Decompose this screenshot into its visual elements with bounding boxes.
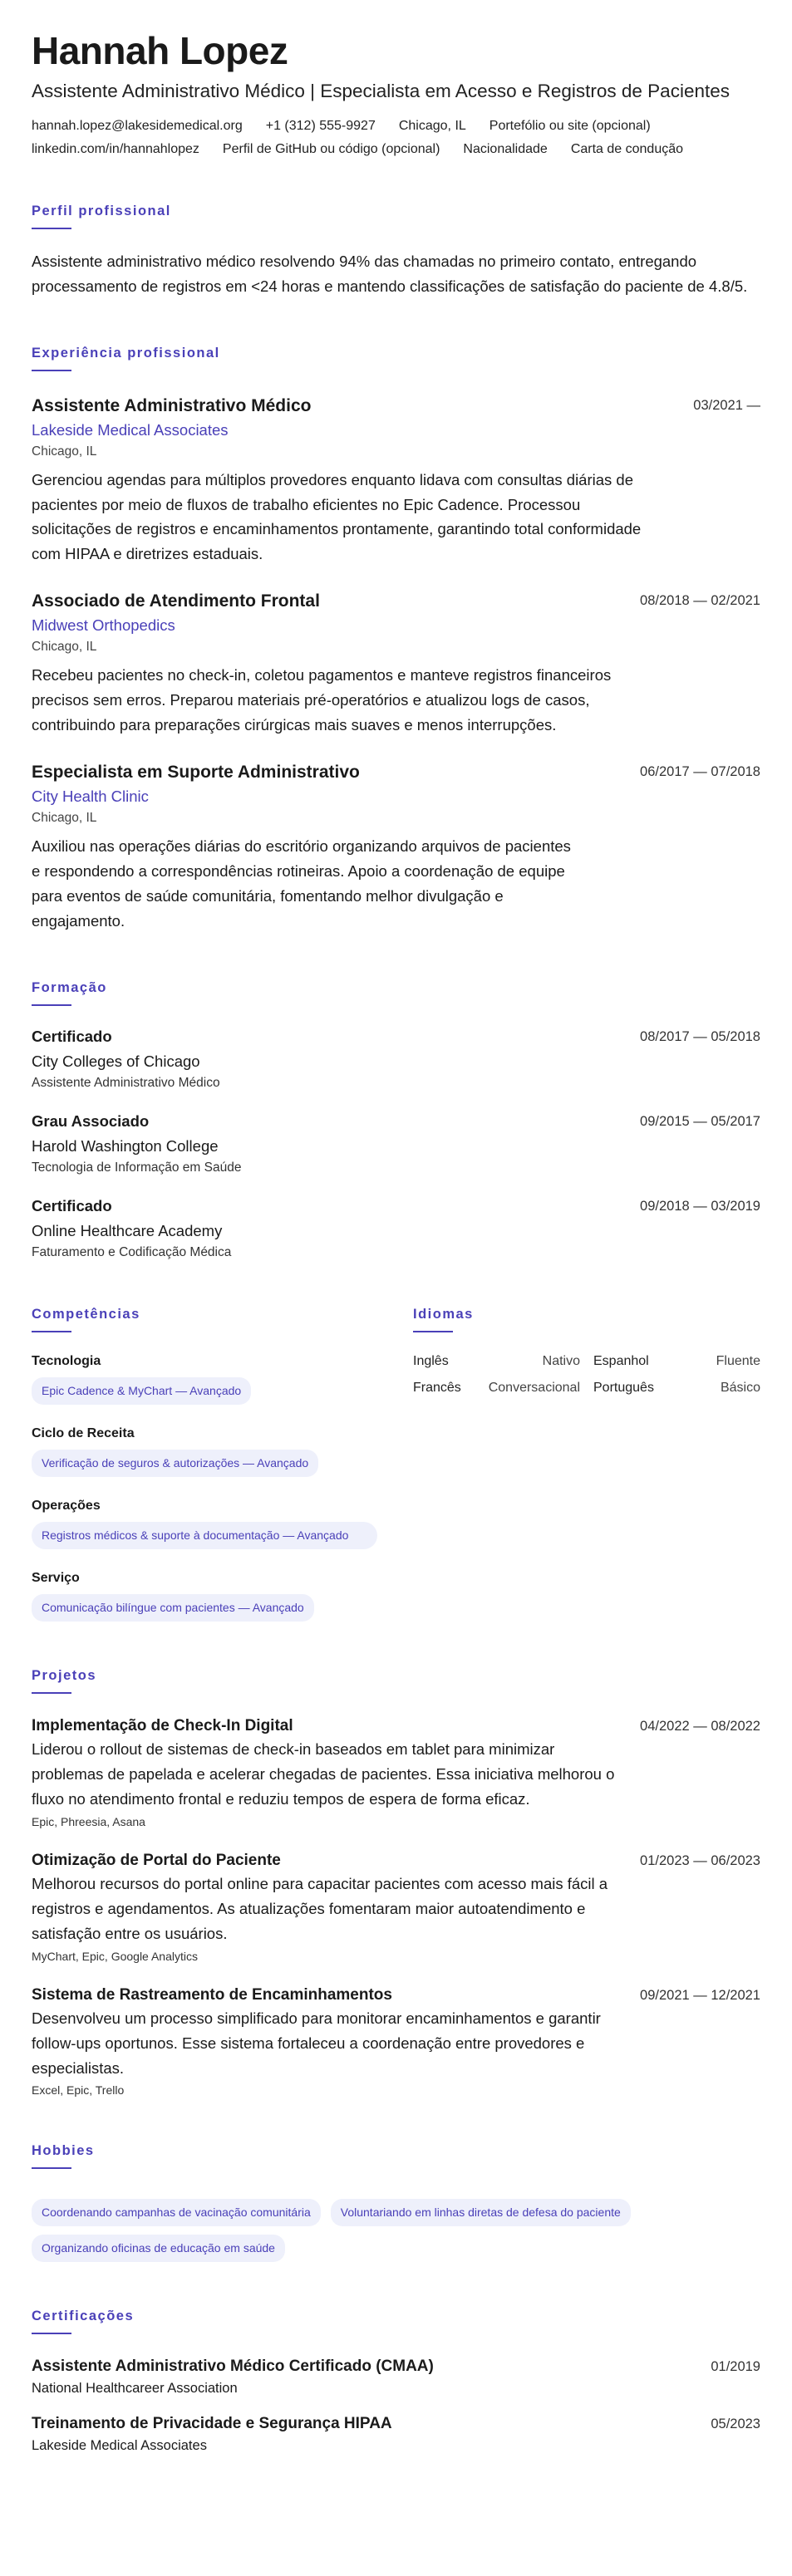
language-item	[593, 1381, 760, 1396]
job-title: Assistente Administrativo Médico	[32, 395, 312, 415]
job-location: Chicago, IL	[32, 811, 97, 826]
project-description: Melhorou recursos do portal online para capacitar pacientes com acesso mais fácil a registros e agendamentos. As atualizações fomentaram maior autoatendimento e satisfação entre os usuários.	[32, 1874, 608, 1942]
projects-section	[32, 1668, 760, 2098]
section-divider	[32, 2333, 71, 2334]
field-of-study: Faturamento e Codificação Médica	[32, 1245, 232, 1260]
education-section	[32, 980, 760, 1260]
language-level: Conversacional	[488, 1381, 580, 1396]
language-name: Português	[593, 1381, 654, 1396]
candidate-title: Assistente Administrativo Médico | Especialista em Acesso e Registros de Pacientes	[32, 80, 730, 101]
school-name: Harold Washington College	[32, 1137, 219, 1156]
hobby-chip: Organizando oficinas de educação em saúde	[32, 2235, 285, 2262]
language-level: Fluente	[716, 1354, 760, 1369]
project-description: Liderou o rollout de sistemas de check-in baseados em tablet para minimizar problemas de papelada e acelerar chegadas de pacientes. Essa iniciativa melhorou o fluxo no atendimento frontal e reduziu tempos de espera de forma eficaz.	[32, 1739, 615, 1808]
skill-chip: Registros médicos & suporte à documentação — Avançado	[32, 1522, 377, 1549]
skills-languages-row	[32, 1307, 760, 1622]
school-name: City Colleges of Chicago	[32, 1052, 200, 1071]
degree: Certificado	[32, 1197, 112, 1215]
skill-chip: Verificação de seguros & autorizações — Avançado	[32, 1450, 318, 1477]
languages-grid	[413, 1354, 760, 1396]
company-name[interactable]: Midwest Orthopedics	[32, 616, 175, 635]
language-name: Francês	[413, 1381, 461, 1396]
hobbies-list	[32, 2191, 760, 2262]
job-dates: 08/2018 — 02/2021	[640, 593, 760, 609]
contact-portfolio[interactable]: Portefólio ou site (opcional)	[489, 118, 651, 133]
skills-section	[32, 1307, 377, 1622]
certification-name: Assistente Administrativo Médico Certificado (CMAA)	[32, 2358, 434, 2376]
project-technologies: Epic, Phreesia, Asana	[32, 1814, 145, 1828]
education-item	[32, 1028, 760, 1091]
experience-item	[32, 396, 760, 567]
contact-github[interactable]: Perfil de GitHub ou código (opcional)	[222, 141, 440, 156]
project-dates: 04/2022 — 08/2022	[640, 1718, 760, 1734]
contact-location: Chicago, IL	[398, 118, 466, 133]
experience-section	[32, 346, 760, 935]
section-heading: Competências	[32, 1307, 140, 1322]
certification-issuer: National Healthcareer Association	[32, 2381, 238, 2397]
project-dates: 01/2023 — 06/2023	[640, 1852, 760, 1868]
skill-category: Operações	[32, 1498, 101, 1513]
skill-category: Serviço	[32, 1570, 80, 1585]
certification-date: 01/2019	[711, 2359, 760, 2375]
candidate-name: Hannah Lopez	[32, 29, 288, 72]
section-divider	[32, 1004, 71, 1006]
certification-date: 05/2023	[711, 2417, 760, 2432]
language-item	[413, 1381, 580, 1396]
project-title: Otimização de Portal do Paciente	[32, 1851, 281, 1869]
section-heading: Experiência profissional	[32, 345, 220, 361]
project-title: Sistema de Rastreamento de Encaminhamentos	[32, 1985, 392, 2004]
job-description: Recebeu pacientes no check-in, coletou pagamentos e manteve registros financeiros precisos sem erros. Preparou materiais pré-operatórios e atualizou logs de casos, contribuindo para preparações cirúrgicas mais suaves e menos interrupções.	[32, 666, 612, 734]
job-dates: 03/2021 —	[693, 397, 760, 413]
contact-nationality: Nacionalidade	[463, 141, 548, 156]
skill-group	[32, 1354, 377, 1405]
skill-category: Ciclo de Receita	[32, 1426, 135, 1441]
section-heading: Formação	[32, 980, 107, 996]
project-technologies: Excel, Epic, Trello	[32, 2083, 125, 2098]
section-divider	[32, 1331, 71, 1332]
resume-header	[32, 30, 760, 157]
skill-group	[32, 1426, 377, 1477]
language-level: Nativo	[542, 1354, 580, 1369]
job-dates: 06/2017 — 07/2018	[640, 764, 760, 780]
section-divider	[413, 1331, 453, 1332]
hobbies-section	[32, 2143, 760, 2262]
education-item	[32, 1112, 760, 1175]
job-description: Auxiliou nas operações diárias do escritório organizando arquivos de pacientes e respondendo a correspondências rotineiras. Apoio a coordenação de equipe para eventos de saúde comunitária, fomentando melhor divulgação e engajamento.	[32, 837, 571, 930]
job-title: Associado de Atendimento Frontal	[32, 591, 320, 611]
skill-category: Tecnologia	[32, 1354, 101, 1369]
certification-item	[32, 2415, 760, 2454]
project-item	[32, 1717, 760, 1828]
language-item	[413, 1354, 580, 1369]
education-dates: 08/2017 — 05/2018	[640, 1029, 760, 1045]
section-divider	[32, 370, 71, 371]
section-heading: Perfil profissional	[32, 203, 171, 218]
languages-section	[413, 1307, 760, 1622]
experience-item	[32, 591, 760, 738]
experience-item	[32, 763, 760, 934]
certification-item	[32, 2358, 760, 2397]
job-description: Gerenciou agendas para múltiplos provedores enquanto lidava com consultas diárias de pacientes por meio de fluxos de trabalho eficientes no Epic Cadence. Processou solicitações de registros e encaminhamentos prontamente, garantindo total conformidade com HIPAA e diretrizes estaduais.	[32, 470, 642, 563]
summary-text: Assistente administrativo médico resolvendo 94% das chamadas no primeiro contato, entregando processamento de registros em <24 horas e mantendo classificações de satisfação do paciente de 4.8/5.	[32, 252, 748, 295]
project-item	[32, 1986, 760, 2098]
section-divider	[32, 1692, 71, 1694]
job-title: Especialista em Suporte Administrativo	[32, 763, 360, 783]
hobby-chip: Coordenando campanhas de vacinação comunitária	[32, 2199, 321, 2226]
skill-group	[32, 1499, 377, 1549]
contact-linkedin[interactable]: linkedin.com/in/hannahlopez	[32, 141, 199, 156]
contact-info	[32, 119, 760, 157]
section-heading: Projetos	[32, 1667, 97, 1683]
job-location: Chicago, IL	[32, 444, 97, 459]
project-title: Implementação de Check-In Digital	[32, 1716, 293, 1735]
skill-chip: Comunicação bilíngue com pacientes — Avançado	[32, 1594, 314, 1622]
project-technologies: MyChart, Epic, Google Analytics	[32, 1949, 198, 1963]
section-heading: Hobbies	[32, 2143, 95, 2159]
contact-license: Carta de condução	[570, 141, 684, 156]
education-item	[32, 1197, 760, 1260]
section-heading: Certificações	[32, 2309, 135, 2324]
degree: Grau Associado	[32, 1112, 150, 1131]
project-item	[32, 1852, 760, 1963]
summary-section	[32, 204, 760, 299]
section-divider	[32, 2167, 71, 2169]
hobby-chip: Voluntariando em linhas diretas de defesa do paciente	[331, 2199, 631, 2226]
language-level: Básico	[720, 1381, 760, 1396]
contact-phone[interactable]: +1 (312) 555-9927	[265, 118, 376, 133]
language-name: Inglês	[413, 1354, 449, 1369]
company-name[interactable]: City Health Clinic	[32, 788, 149, 806]
company-name[interactable]: Lakeside Medical Associates	[32, 420, 229, 439]
language-name: Espanhol	[593, 1354, 649, 1369]
contact-email[interactable]: hannah.lopez@lakesidemedical.org	[32, 118, 243, 133]
certifications-section	[32, 2309, 760, 2454]
field-of-study: Tecnologia de Informação em Saúde	[32, 1160, 242, 1175]
degree: Certificado	[32, 1028, 112, 1046]
field-of-study: Assistente Administrativo Médico	[32, 1076, 220, 1091]
section-divider	[32, 228, 71, 229]
certification-name: Treinamento de Privacidade e Segurança HIPAA	[32, 2415, 392, 2433]
education-dates: 09/2015 — 05/2017	[640, 1114, 760, 1130]
education-dates: 09/2018 — 03/2019	[640, 1199, 760, 1214]
skill-chip: Epic Cadence & MyChart — Avançado	[32, 1377, 251, 1405]
school-name: Online Healthcare Academy	[32, 1222, 223, 1240]
job-location: Chicago, IL	[32, 640, 97, 655]
certification-issuer: Lakeside Medical Associates	[32, 2438, 207, 2454]
language-item	[593, 1354, 760, 1369]
section-heading: Idiomas	[413, 1307, 474, 1322]
project-dates: 09/2021 — 12/2021	[640, 1987, 760, 2003]
project-description: Desenvolveu um processo simplificado para monitorar encaminhamentos e garantir follow-ups oportunos. Esse sistema fortaleceu a coordenação entre provedores e especialistas.	[32, 2009, 601, 2077]
skill-group	[32, 1571, 377, 1622]
